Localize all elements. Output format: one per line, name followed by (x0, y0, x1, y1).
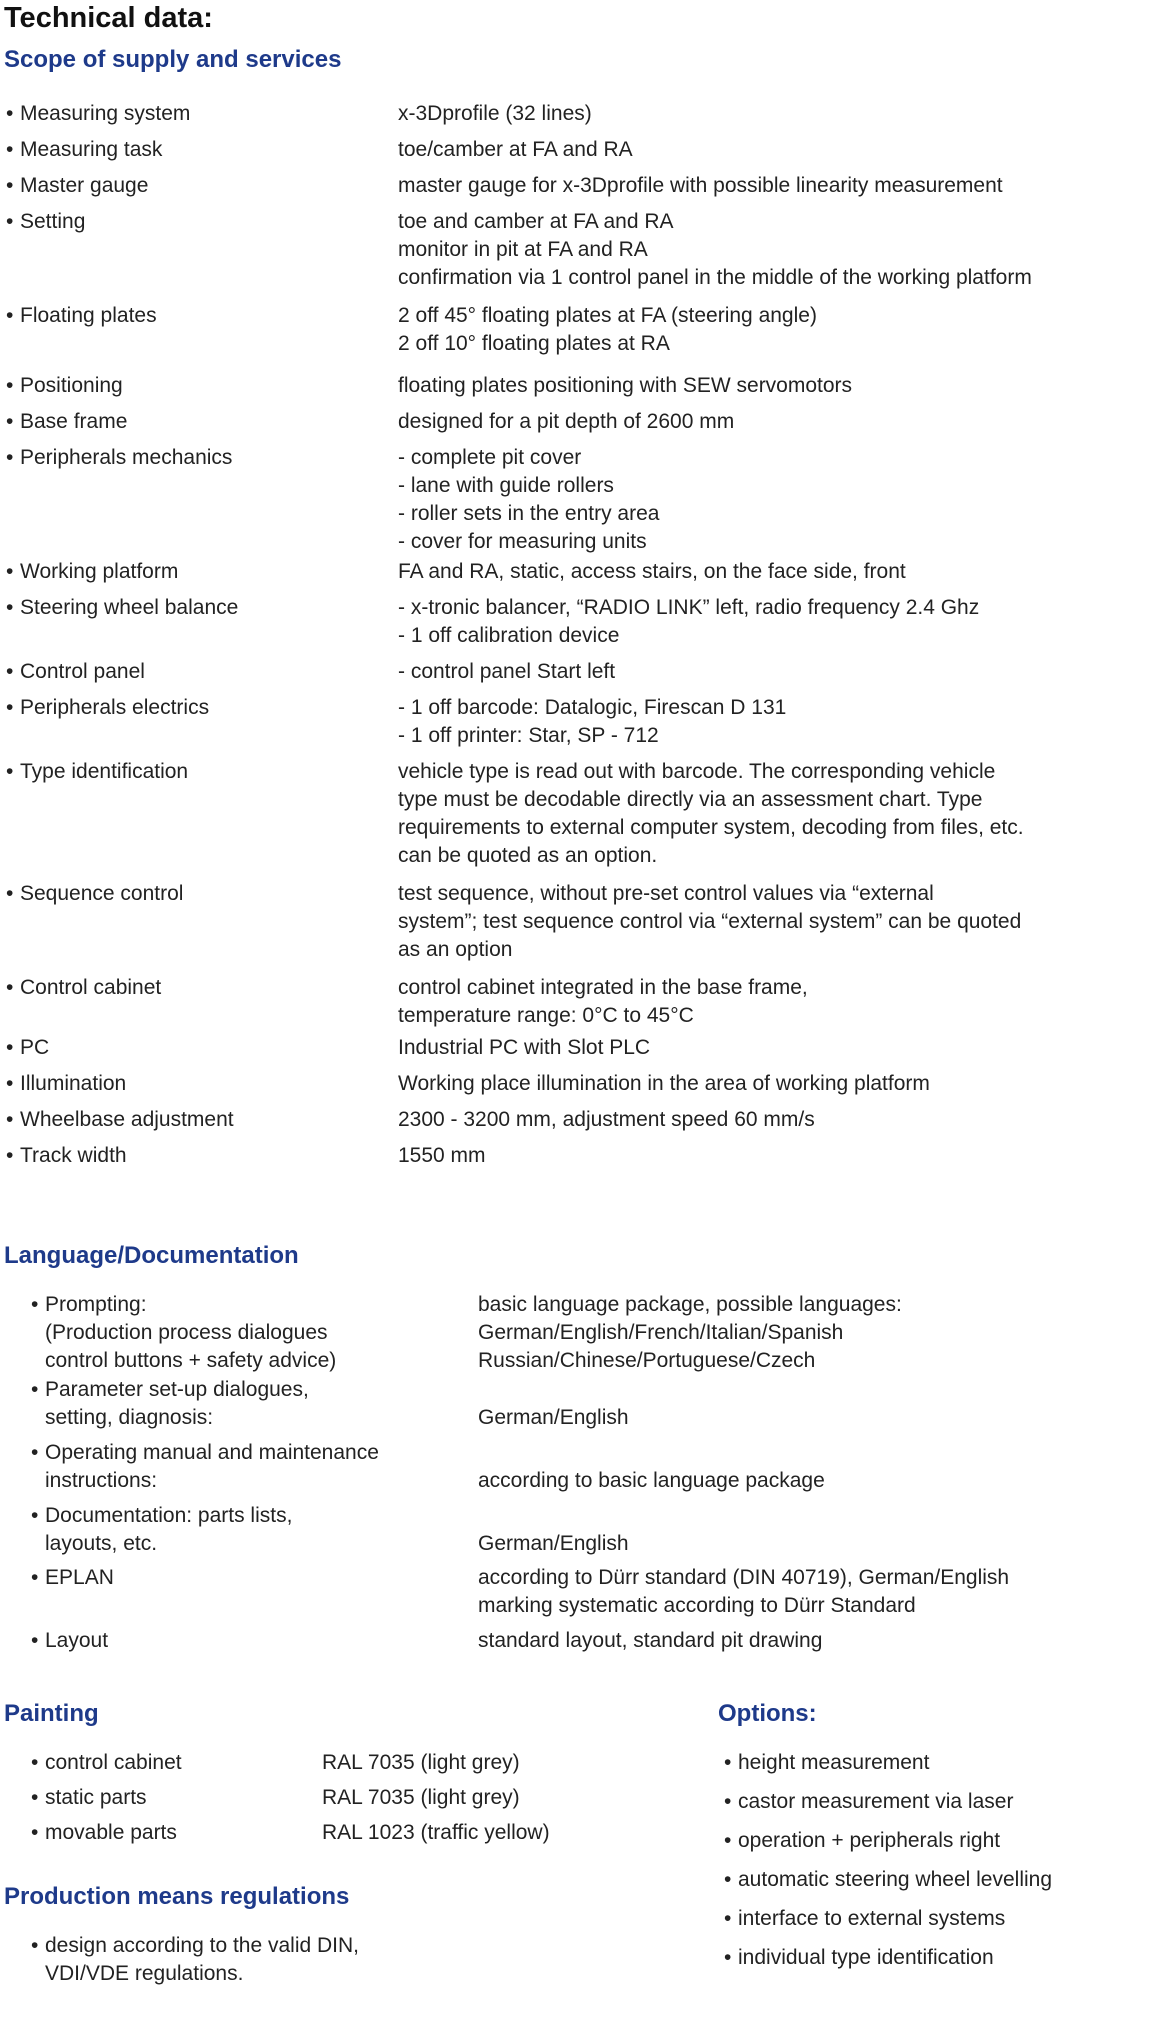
spec-label: • Base frame (6, 408, 127, 436)
spec-label: • Measuring task (6, 136, 162, 164)
options-heading: Options: (718, 1700, 817, 1727)
language-label-cont: layouts, etc. (45, 1532, 158, 1555)
spec-label: • Steering wheel balance (6, 594, 238, 622)
language-label: • Documentation: parts lists, layouts, etc. (31, 1502, 461, 1558)
spec-label: • Type identification (6, 758, 188, 786)
spec-value: - complete pit cover - lane with guide rollers - roller sets in the entry area - cover for measuring units (398, 446, 660, 553)
spec-label: • Positioning (6, 372, 123, 400)
spec-value: toe/camber at FA and RA (398, 138, 633, 161)
options-item: • castor measurement via laser (724, 1788, 1013, 1816)
spec-value: FA and RA, static, access stairs, on the face side, front (398, 560, 906, 583)
spec-value: Industrial PC with Slot PLC (398, 1036, 651, 1059)
language-value: standard layout, standard pit drawing (478, 1629, 823, 1652)
spec-label: • Sequence control (6, 880, 183, 908)
spec-label: • Track width (6, 1142, 127, 1170)
language-value: German/English (478, 1406, 629, 1429)
spec-label: • Illumination (6, 1070, 126, 1098)
spec-value: test sequence, without pre-set control values via “external system”; test sequence control via “external system” can be quoted as an option (398, 882, 1022, 961)
language-label-cont: instructions: (45, 1469, 158, 1492)
regulations-item: • design according to the valid DIN, VDI/VDE regulations. (31, 1932, 359, 1988)
language-heading: Language/Documentation (4, 1242, 299, 1269)
language-label: • Prompting: (Production process dialogues control buttons + safety advice) (31, 1291, 461, 1375)
spec-value: 1550 mm (398, 1144, 486, 1167)
language-label: • Layout (31, 1627, 461, 1655)
spec-label: • Setting (6, 208, 85, 236)
spec-value: 2 off 45° floating plates at FA (steering angle) 2 off 10° floating plates at RA (398, 304, 817, 355)
painting-value: RAL 1023 (traffic yellow) (322, 1821, 550, 1844)
spec-value: - x-tronic balancer, “RADIO LINK” left, radio frequency 2.4 Ghz - 1 off calibration device (398, 596, 980, 647)
painting-value: RAL 7035 (light grey) (322, 1786, 520, 1809)
spec-value: vehicle type is read out with barcode. The corresponding vehicle type must be decodable directly via an assessment chart. Type requirements to external computer system, decoding from files, etc. can be quoted as an option. (398, 760, 1024, 867)
spec-label: • Peripherals mechanics (6, 444, 232, 472)
spec-value: - 1 off barcode: Datalogic, Firescan D 131 - 1 off printer: Star, SP - 712 (398, 696, 787, 747)
options-item: • interface to external systems (724, 1905, 1005, 1933)
scope-heading: Scope of supply and services (4, 46, 342, 73)
painting-label: • movable parts (31, 1819, 177, 1847)
spec-label: • Floating plates (6, 302, 157, 330)
options-item: • individual type identification (724, 1944, 994, 1972)
spec-label: • Wheelbase adjustment (6, 1106, 234, 1134)
regulations-item-cont: VDI/VDE regulations. (45, 1962, 244, 1985)
language-label: • EPLAN (31, 1564, 461, 1592)
regulations-heading: Production means regulations (4, 1883, 350, 1910)
spec-label: • Working platform (6, 558, 178, 586)
painting-label: • static parts (31, 1784, 147, 1812)
options-item: • automatic steering wheel levelling (724, 1866, 1052, 1894)
spec-value: Working place illumination in the area of working platform (398, 1072, 930, 1095)
spec-label: • Peripherals electrics (6, 694, 209, 722)
language-label-cont: setting, diagnosis: (45, 1406, 214, 1429)
language-label: • Parameter set-up dialogues, setting, diagnosis: (31, 1376, 461, 1432)
page-title: Technical data: (4, 2, 213, 34)
spec-value: master gauge for x-3Dprofile with possible linearity measurement (398, 174, 1003, 197)
spec-label: • PC (6, 1034, 49, 1062)
spec-label: • Control panel (6, 658, 145, 686)
language-label-cont: (Production process dialogues control buttons + safety advice) (45, 1321, 337, 1372)
language-value: according to Dürr standard (DIN 40719), German/English marking systematic according to Dürr Standard (478, 1566, 1010, 1617)
spec-value: control cabinet integrated in the base frame, temperature range: 0°C to 45°C (398, 976, 808, 1027)
painting-value: RAL 7035 (light grey) (322, 1751, 520, 1774)
spec-value: 2300 - 3200 mm, adjustment speed 60 mm/s (398, 1108, 815, 1131)
options-item: • height measurement (724, 1749, 929, 1777)
options-item: • operation + peripherals right (724, 1827, 1000, 1855)
spec-value: floating plates positioning with SEW servomotors (398, 374, 853, 397)
spec-value: toe and camber at FA and RA monitor in pit at FA and RA confirmation via 1 control panel in the middle of the working platform (398, 210, 1032, 289)
spec-label: • Control cabinet (6, 974, 161, 1002)
language-value: German/English (478, 1532, 629, 1555)
language-label: • Operating manual and maintenance instructions: (31, 1439, 461, 1495)
painting-label: • control cabinet (31, 1749, 182, 1777)
language-value: according to basic language package (478, 1469, 825, 1492)
language-value: basic language package, possible languages: German/English/French/Italian/Spanish Russian/Chinese/Portuguese/Czech (478, 1293, 902, 1372)
spec-label: • Master gauge (6, 172, 148, 200)
spec-value: designed for a pit depth of 2600 mm (398, 410, 735, 433)
painting-heading: Painting (4, 1700, 99, 1727)
spec-value: - control panel Start left (398, 660, 616, 683)
spec-label: • Measuring system (6, 100, 190, 128)
spec-value: x-3Dprofile (32 lines) (398, 102, 592, 125)
